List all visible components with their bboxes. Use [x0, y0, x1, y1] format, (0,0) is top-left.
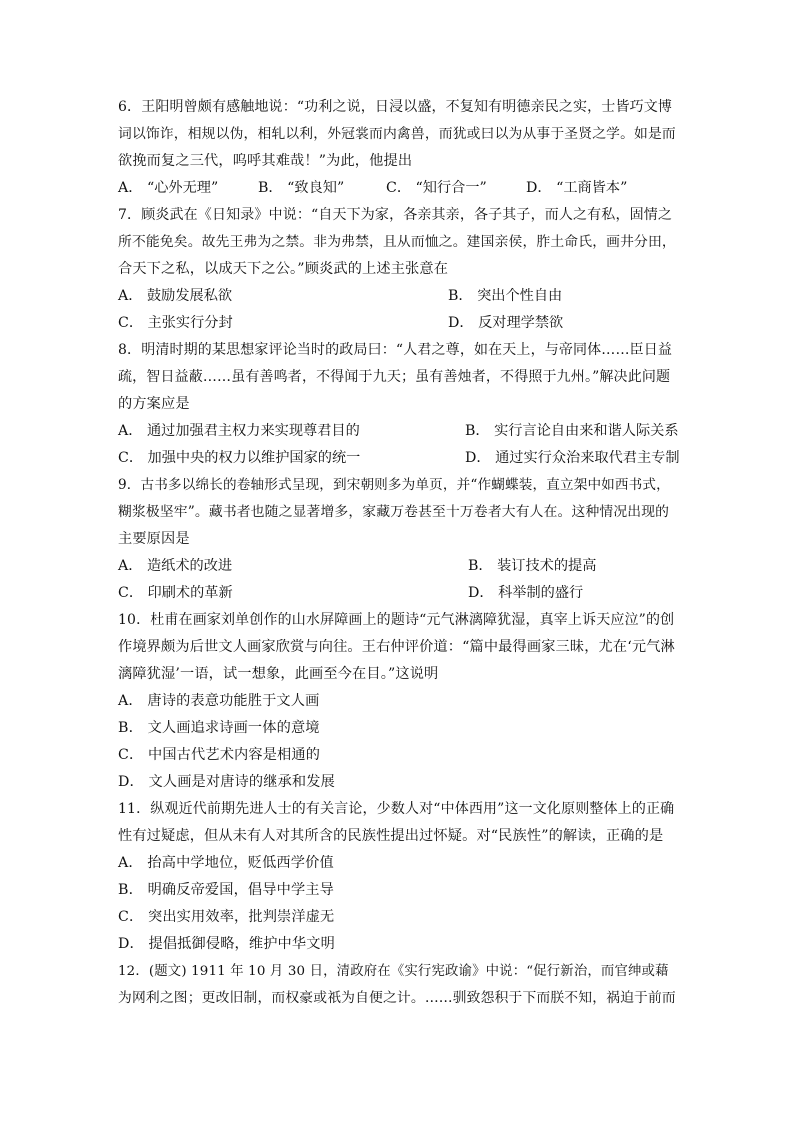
question-stem-line: 作境界颇为后世文人画家欣赏与向往。王右仲评价道：“篇中最得画家三昧，尤在‘元气淋 — [118, 639, 675, 655]
question-stem-line: 10．杜甫在画家刘单创作的山水屏障画上的题诗“元气淋漓障犹湿，真宰上诉天应泣”的创 — [118, 612, 675, 628]
question-stem-line: 的方案应是 — [118, 396, 190, 412]
question-stem-line: 11．纵观近代前期先进人士的有关言论，少数人对“中体西用”这一文化原则整体上的正确 — [118, 801, 675, 817]
question-stem-line: 合天下之私，以成天下之公。”顾炎武的上述主张意在 — [118, 261, 449, 277]
options-row — [118, 580, 676, 607]
question-6 — [118, 94, 676, 202]
options-row — [118, 283, 676, 310]
option-b: B． “致良知” — [258, 180, 345, 196]
options-row — [118, 310, 676, 337]
document-page — [118, 94, 680, 1012]
option-a: A． 通过加强君主权力来实现尊君目的 — [118, 423, 360, 439]
option-a: A． 鼓励发展私欲 — [118, 288, 233, 304]
question-stem-line: 欲挽而复之三代，呜呼其难哉！”为此，他提出 — [118, 153, 413, 169]
option-d: D． 通过实行众治来取代君主专制 — [465, 450, 680, 466]
question-stem-line: 6．王阳明曾颇有感触地说：“功利之说，日浸以盛，不复知有明德亲民之实，士皆巧文博 — [118, 99, 673, 115]
option-b: B． 突出个性自由 — [448, 288, 563, 304]
question-stem-line: 8．明清时期的某思想家评论当时的政局曰：“人君之尊，如在天上，与帝同体……臣日益 — [118, 342, 673, 358]
question-stem-line: 9．古书多以绵长的卷轴形式呈现，到宋朝则多为单页，并“作蝴蝶装，直立架中如西书式， — [118, 477, 670, 493]
option-d: D． 提倡抵御侵略，维护中华文明 — [118, 936, 335, 952]
question-12 — [118, 958, 676, 1012]
question-stem-line: 7．顾炎武在《日知录》中说：“自天下为家，各亲其亲，各子其子，而人之有私，固情之 — [118, 207, 673, 223]
option-d: D． 反对理学禁欲 — [448, 315, 564, 331]
option-c: C． 印刷术的革新 — [118, 585, 233, 601]
question-stem-line: 疏，智日益蔽……虽有善鸣者，不得闻于九天；虽有善烛者，不得照于九州。”解决此问题 — [118, 369, 671, 385]
question-stem-line: 糊浆极坚牢”。藏书者也随之显著增多，家藏万卷甚至十万卷者大有人在。这种情况出现的 — [118, 504, 670, 520]
question-9 — [118, 472, 676, 607]
question-stem-line: 性有过疑虑，但从未有人对其所含的民族性提出过怀疑。对“民族性”的解读，正确的是 — [118, 828, 664, 844]
option-c: C． 突出实用效率，批判崇洋虚无 — [118, 909, 335, 925]
option-d: D． “工商皆本” — [526, 180, 628, 196]
question-stem-line: 主要原因是 — [118, 531, 190, 547]
option-b: B． 实行言论自由来和谐人际关系 — [465, 423, 679, 439]
option-c: C． 中国古代艺术内容是相通的 — [118, 747, 321, 763]
question-11 — [118, 796, 676, 958]
options-row — [118, 175, 676, 202]
option-c: C． 主张实行分封 — [118, 315, 233, 331]
option-a: A． 造纸术的改进 — [118, 558, 233, 574]
option-a: A． “心外无理” — [118, 180, 219, 196]
question-stem-line: 12．(题文) 1911 年 10 月 30 日，清政府在《实行宪政谕》中说：“促行新治，而官绅或藉 — [118, 964, 669, 979]
option-b: B． 装订技术的提高 — [468, 558, 597, 574]
option-b: B． 文人画追求诗画一体的意境 — [118, 720, 320, 736]
question-stem-line: 为网利之图；更改旧制，而权豪或祇为自便之计。……驯致怨积于下而朕不知，祸迫于前而 — [118, 990, 676, 1006]
question-8 — [118, 337, 680, 472]
options-row — [118, 445, 680, 472]
option-c: C． “知行合一” — [386, 180, 487, 196]
option-c: C． 加强中央的权力以维护国家的统一 — [118, 450, 361, 466]
options-row — [118, 418, 679, 445]
option-d: D． 文人画是对唐诗的继承和发展 — [118, 774, 335, 790]
option-d: D． 科举制的盛行 — [468, 585, 584, 601]
question-stem-line: 词以饰诈，相规以伪，相轧以利，外冠裳而内禽兽，而犹或曰以为从事于圣贤之学。如是而 — [118, 126, 676, 142]
question-stem-line: 漓障犹湿’一语，试一想象，此画至今在目。”这说明 — [118, 666, 439, 682]
question-stem-line: 所不能免矣。故先王弗为之禁。非为弗禁，且从而恤之。建国亲侯，胙土命氏，画井分田， — [118, 234, 676, 250]
option-a: A． 唐诗的表意功能胜于文人画 — [118, 693, 320, 709]
options-row — [118, 553, 676, 580]
option-a: A． 抬高中学地位，贬低西学价值 — [118, 855, 334, 871]
option-b: B． 明确反帝爱国，倡导中学主导 — [118, 882, 334, 898]
question-7 — [118, 202, 676, 337]
question-10 — [118, 607, 676, 796]
